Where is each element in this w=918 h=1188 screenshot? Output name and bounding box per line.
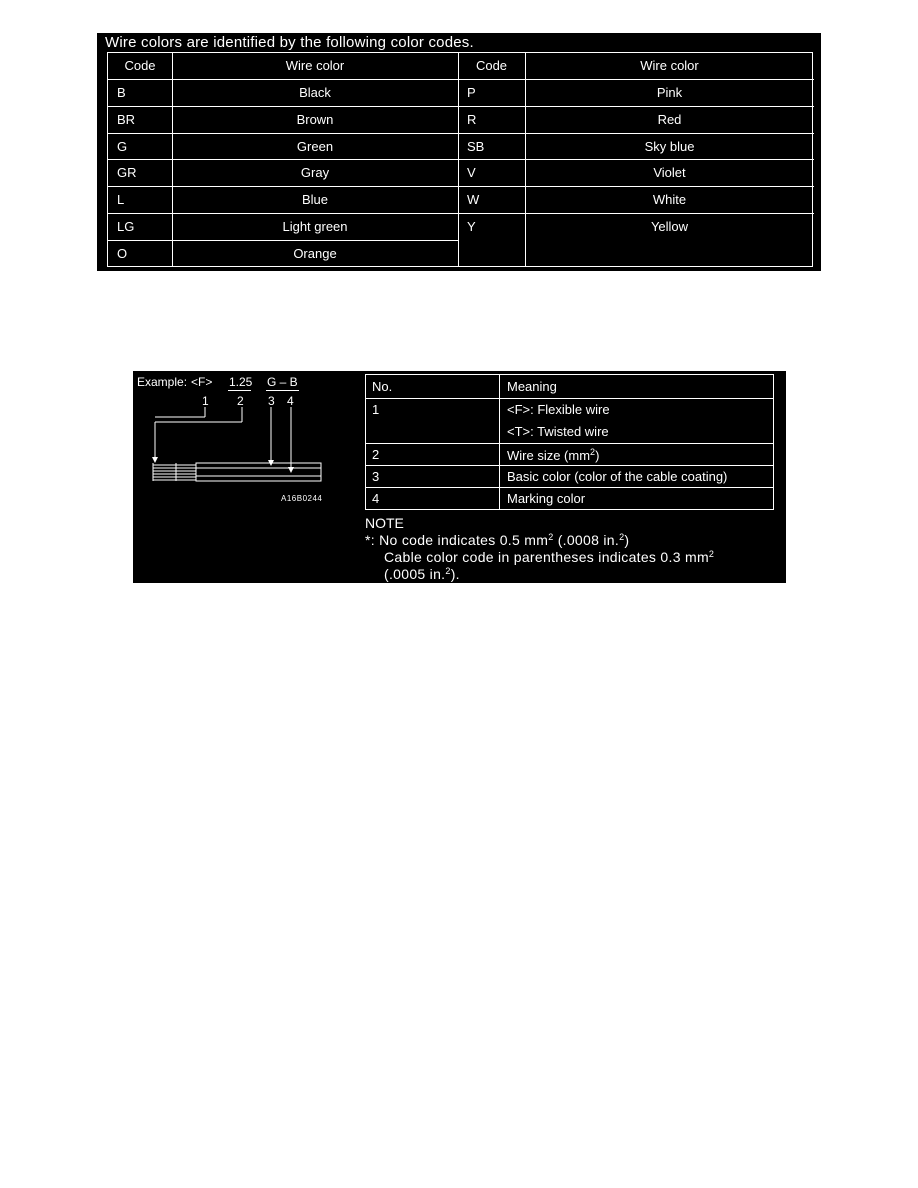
- color-code-caption: Wire colors are identified by the following color codes.: [105, 34, 474, 51]
- table-divider: [108, 79, 458, 80]
- code-cell: G: [117, 139, 128, 154]
- row-meaning: Marking color: [507, 491, 586, 506]
- row-no: 3: [372, 469, 380, 484]
- table-divider: [458, 106, 814, 107]
- table-divider: [108, 186, 458, 187]
- wire-example-panel: [133, 371, 786, 583]
- header-meaning: Meaning: [507, 379, 557, 394]
- row-meaning: <T>: Twisted wire: [507, 424, 609, 439]
- row-no: 2: [372, 447, 380, 462]
- row-no: 1: [372, 402, 380, 417]
- table-divider: [458, 159, 814, 160]
- table-divider: [458, 186, 814, 187]
- note-text: ): [624, 532, 630, 548]
- color-cell: White: [652, 192, 687, 207]
- table-divider: [108, 213, 458, 214]
- table-divider: [366, 443, 773, 444]
- table-divider: [108, 240, 458, 241]
- color-cell: Light green: [282, 219, 348, 234]
- superscript: 2: [619, 532, 625, 542]
- table-divider: [458, 133, 814, 134]
- color-cell: Orange: [293, 246, 337, 261]
- wire-diagram: [151, 393, 351, 483]
- table-divider: [458, 79, 814, 80]
- color-cell: Brown: [296, 112, 334, 127]
- token-underline: [228, 390, 251, 391]
- meaning-table: [365, 374, 774, 510]
- superscript: 2: [590, 447, 596, 457]
- example-label: Example:: [137, 375, 188, 389]
- note-text: *: No code indicates 0.5 mm: [365, 532, 549, 548]
- note-line-2: [384, 549, 714, 565]
- table-divider: [366, 487, 773, 488]
- code-cell: Y: [467, 219, 476, 234]
- row-meaning-text: Wire size (mm: [507, 448, 591, 463]
- note-text: Cable color code in parentheses indicates 0.3 mm: [384, 549, 709, 565]
- note-line-3: [384, 566, 460, 582]
- color-cell: Violet: [653, 165, 686, 180]
- code-cell: P: [467, 85, 476, 100]
- code-cell: L: [117, 192, 125, 207]
- code-cell: LG: [117, 219, 135, 234]
- table-divider: [458, 213, 814, 214]
- superscript: 2: [708, 549, 715, 559]
- row-no: 4: [372, 491, 380, 506]
- code-cell: BR: [117, 112, 136, 127]
- header-code: Code: [475, 58, 508, 73]
- header-wire-color: Wire color: [640, 58, 699, 73]
- code-cell: O: [117, 246, 128, 261]
- superscript: 2: [548, 532, 554, 542]
- note-text: (.0005 in.: [384, 566, 446, 582]
- callout-number: 2: [237, 394, 244, 408]
- table-divider: [366, 465, 773, 466]
- code-cell: R: [467, 112, 477, 127]
- token-underline: [266, 390, 299, 391]
- color-cell: Yellow: [650, 219, 689, 234]
- header-no: No.: [372, 379, 393, 394]
- table-divider: [108, 133, 458, 134]
- color-cell: Red: [657, 112, 682, 127]
- figure-id: A16B0244: [281, 494, 323, 503]
- color-cell: Gray: [300, 165, 330, 180]
- callout-number: 1: [202, 394, 209, 408]
- color-cell: Black: [299, 85, 331, 100]
- color-cell: Sky blue: [644, 139, 695, 154]
- code-cell: B: [117, 85, 126, 100]
- row-meaning: [507, 447, 599, 463]
- note-line-1: [365, 532, 629, 548]
- row-meaning-tail: ): [595, 448, 600, 463]
- superscript: 2: [445, 566, 451, 576]
- size-token: 1.25: [229, 375, 253, 389]
- color-code-panel: [97, 33, 821, 271]
- color-cell: Pink: [656, 85, 683, 100]
- code-cell: GR: [117, 165, 137, 180]
- color-cell: Blue: [301, 192, 329, 207]
- note-title: NOTE: [365, 515, 404, 531]
- row-meaning: <F>: Flexible wire: [507, 402, 610, 417]
- note-text: ).: [450, 566, 460, 582]
- color-token: G – B: [267, 375, 298, 389]
- callout-number: 4: [287, 394, 294, 408]
- header-code: Code: [124, 58, 156, 73]
- note-text: (.0008 in.: [553, 532, 620, 548]
- row-meaning: Basic color (color of the cable coating): [507, 469, 728, 484]
- table-divider: [108, 159, 458, 160]
- table-divider: [108, 106, 458, 107]
- code-cell: W: [467, 192, 480, 207]
- header-wire-color: Wire color: [285, 58, 345, 73]
- color-cell: Green: [296, 139, 334, 154]
- table-divider: [499, 375, 500, 509]
- flex-token: <F>: [191, 375, 213, 389]
- color-code-table: [107, 52, 813, 267]
- code-cell: SB: [467, 139, 485, 154]
- code-cell: V: [467, 165, 476, 180]
- table-divider: [366, 398, 773, 399]
- callout-number: 3: [268, 394, 275, 408]
